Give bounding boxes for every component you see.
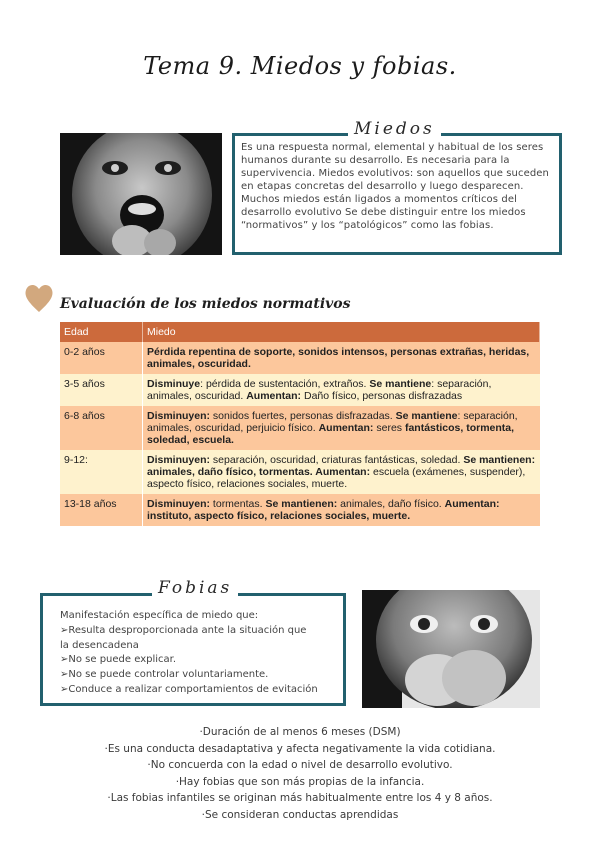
crying-child-photo bbox=[60, 133, 222, 255]
fear-text-bold: Aumentan: instituto, aspecto físico, relaciones sociales, muerte. bbox=[147, 498, 500, 522]
characteristic-item: ·Hay fobias que son más propias de la infancia. bbox=[175, 775, 425, 788]
header-edad: Edad bbox=[60, 322, 143, 342]
age-cell: 6-8 años bbox=[60, 406, 143, 450]
table-row bbox=[60, 374, 540, 406]
table-row bbox=[60, 494, 540, 526]
fear-text-bold: Se mantienen: bbox=[265, 498, 338, 510]
fear-text: : separación, animales, oscuridad. bbox=[147, 378, 492, 402]
characteristic-item: ·Duración de al menos 6 meses (DSM) bbox=[199, 726, 401, 738]
evaluacion-heading: Evaluación de los miedos normativos bbox=[60, 296, 351, 312]
miedos-label: Miedos bbox=[348, 119, 441, 139]
age-cell: 9-12: bbox=[60, 450, 143, 494]
fobias-content bbox=[60, 609, 340, 698]
characteristic-item: ·Las fobias infantiles se originan más habitualmente entre los 4 y 8 años. bbox=[107, 792, 493, 804]
fobias-bullet: ➢No se puede explicar. bbox=[60, 654, 177, 666]
fear-cell bbox=[143, 450, 540, 494]
fears-table-wrap bbox=[60, 322, 540, 526]
scared-child-photo bbox=[362, 590, 540, 708]
fear-text-bold: fantásticos, tormenta, soledad, escuela. bbox=[147, 422, 515, 446]
age-cell: 0-2 años bbox=[60, 342, 143, 374]
fear-text: animales, daño físico. bbox=[337, 498, 445, 510]
fear-text-bold: Aumentan: bbox=[246, 390, 302, 402]
fear-text-bold: Pérdida repentina de soporte, sonidos intensos, personas extrañas, heridas, animales, oscuridad. bbox=[147, 346, 530, 370]
miedos-text: Es una respuesta normal, elemental y habitual de los seres humanos durante su desarrollo. Es necesaria para la supervivencia. Miedos evolutivos: son aquellos que suceden en etapas concretas del desarrollo y luego desparecen. Muchos miedos están ligados a momentos críticos del desarrollo evolutivo Se debe distinguir entre los miedos “normativos” y los “patológicos” como las fobias. bbox=[241, 142, 549, 231]
table-row bbox=[60, 450, 540, 494]
fobias-bullet-list bbox=[60, 624, 340, 698]
heart-icon bbox=[24, 282, 54, 314]
fear-text-bold: Disminuyen: bbox=[147, 410, 211, 422]
page-title: Tema 9. Miedos y fobias. bbox=[143, 52, 457, 80]
fear-text-bold: Disminuyen: bbox=[147, 454, 211, 466]
table-header-row bbox=[60, 322, 540, 342]
fobias-characteristics-list bbox=[0, 724, 600, 823]
fear-text-bold: Se mantiene bbox=[395, 410, 458, 422]
fear-cell bbox=[143, 342, 540, 374]
fobias-bullet: ➢Resulta desproporcionada ante la situación que bbox=[60, 624, 307, 636]
fobias-bullet: la desencadena bbox=[60, 639, 139, 651]
header-miedo: Miedo bbox=[143, 322, 540, 342]
characteristic-item: ·Es una conducta desadaptativa y afecta negativamente la vida cotidiana. bbox=[104, 742, 496, 755]
fear-cell bbox=[143, 494, 540, 526]
fear-text: seres bbox=[373, 422, 405, 434]
fear-text-bold: Disminuyen: bbox=[147, 498, 211, 510]
fear-text-bold: Se mantiene bbox=[369, 378, 432, 390]
fear-text: tormentas. bbox=[210, 498, 266, 510]
fear-text: Daño físico, personas disfrazadas bbox=[301, 390, 463, 402]
table-row bbox=[60, 406, 540, 450]
scared-child-illustration bbox=[362, 590, 540, 708]
fear-text: escuela (exámenes, suspender), aspecto físico, relaciones sociales, muerte. bbox=[147, 466, 526, 490]
fear-text-bold: Se mantienen: animales, daño físico, tormentas. Aumentan: bbox=[147, 454, 536, 478]
fear-text-bold: Aumentan: bbox=[318, 422, 374, 434]
fobias-bullet: ➢No se puede controlar voluntariamente. bbox=[60, 669, 269, 681]
fear-cell bbox=[143, 406, 540, 450]
fobias-bullet: ➢Conduce a realizar comportamientos de evitación bbox=[60, 683, 318, 695]
crying-child-illustration bbox=[60, 133, 222, 255]
fear-text-bold: Disminuye bbox=[147, 378, 201, 390]
characteristic-item: ·No concuerda con la edad o nivel de desarrollo evolutivo. bbox=[147, 759, 453, 771]
fears-table bbox=[60, 322, 540, 526]
fear-text: : separación, animales, oscuridad, perjuicio físico. bbox=[147, 410, 518, 434]
fear-text: : pérdida de sustentación, extraños. bbox=[200, 378, 370, 390]
age-cell: 13-18 años bbox=[60, 494, 143, 526]
age-cell: 3-5 años bbox=[60, 374, 143, 406]
fobias-intro: Manifestación específica de miedo que: bbox=[60, 610, 259, 621]
fear-cell bbox=[143, 374, 540, 406]
fear-text: sonidos fuertes, personas disfrazadas. bbox=[210, 410, 396, 422]
fobias-label: Fobias bbox=[152, 578, 238, 598]
table-row bbox=[60, 342, 540, 374]
fear-text: separación, oscuridad, criaturas fantásticas, soledad. bbox=[210, 454, 464, 466]
characteristic-item: ·Se consideran conductas aprendidas bbox=[201, 808, 399, 821]
